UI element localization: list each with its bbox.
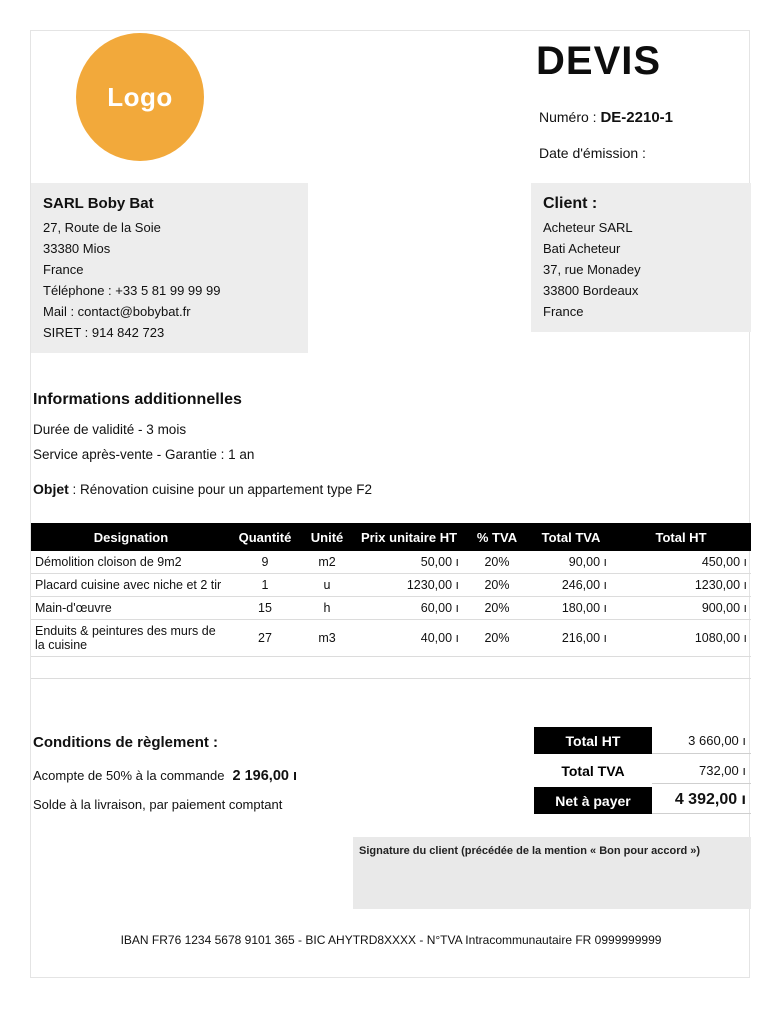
table-row (31, 620, 751, 657)
quote-number-row (539, 109, 673, 126)
cell-total-tva: 246,00 ı (531, 574, 611, 597)
signature-box (353, 837, 751, 909)
client-line: Bati Acheteur (543, 241, 621, 256)
cell-quantite: 27 (231, 620, 299, 657)
company-mail-line: Mail : contact@bobybat.fr (43, 304, 191, 319)
total-ht-label: Total HT (534, 727, 652, 754)
client-address-block (531, 183, 751, 332)
net-a-payer-label: Net à payer (534, 787, 652, 814)
empty-cell (355, 657, 463, 679)
acompte-line (33, 768, 297, 784)
cell-prix-unitaire: 50,00 ı (355, 551, 463, 574)
net-a-payer-value: 4 392,00 ı (652, 787, 751, 814)
empty-cell (531, 657, 611, 679)
cell-unite: m2 (299, 551, 355, 574)
empty-cell (299, 657, 355, 679)
objet-separator: : (68, 482, 81, 497)
cell-prix-unitaire: 60,00 ı (355, 597, 463, 620)
signature-note: Signature du client (précédée de la mention « Bon pour accord ») (359, 845, 701, 857)
table-row (31, 574, 751, 597)
empty-cell (31, 657, 231, 679)
cell-total-tva: 180,00 ı (531, 597, 611, 620)
issue-date-row (539, 145, 646, 161)
total-ht-value: 3 660,00 ı (652, 727, 751, 754)
header-unite: Unité (299, 523, 355, 551)
totals-box (534, 727, 751, 814)
logo-text: Logo (107, 81, 173, 112)
client-line: 37, rue Monadey (543, 262, 641, 277)
client-line: 33800 Bordeaux (543, 283, 639, 298)
objet-label: Objet (33, 481, 69, 497)
cell-unite: m3 (299, 620, 355, 657)
header-prix-unitaire: Prix unitaire HT (355, 523, 463, 551)
items-table (31, 523, 751, 679)
company-address-line: 33380 Mios (43, 241, 111, 256)
cell-total-ht: 1080,00 ı (611, 620, 751, 657)
cell-prix-unitaire: 40,00 ı (355, 620, 463, 657)
cell-designation: Placard cuisine avec niche et 2 tir (31, 574, 231, 597)
document-page (30, 30, 750, 978)
cell-pct-tva: 20% (463, 620, 531, 657)
cell-pct-tva: 20% (463, 551, 531, 574)
empty-cell (611, 657, 751, 679)
footer-iban: IBAN FR76 1234 5678 9101 365 - BIC AHYTRD8XXXX - N°TVA Intracommunautaire FR 0999999999 (120, 933, 662, 947)
cell-total-ht: 900,00 ı (611, 597, 751, 620)
additional-info-title: Informations additionnelles (33, 391, 242, 408)
company-logo (76, 33, 204, 161)
acompte-amount: 2 196,00 ı (232, 768, 297, 784)
cell-designation: Démolition cloison de 9m2 (31, 551, 231, 574)
cell-designation: Main-d'œuvre (31, 597, 231, 620)
cell-pct-tva: 20% (463, 574, 531, 597)
total-tva-row (534, 757, 751, 784)
client-line: Acheteur SARL (543, 220, 633, 235)
empty-cell (231, 657, 299, 679)
cell-prix-unitaire: 1230,00 ı (355, 574, 463, 597)
empty-cell (463, 657, 531, 679)
cell-pct-tva: 20% (463, 597, 531, 620)
company-phone-line: Téléphone : +33 5 81 99 99 99 (43, 283, 221, 298)
company-siret-line: SIRET : 914 842 723 (43, 325, 165, 340)
company-address-line: 27, Route de la Soie (43, 220, 161, 235)
net-a-payer-row (534, 787, 751, 814)
header-quantite: Quantité (231, 523, 299, 551)
total-tva-value: 732,00 ı (652, 757, 751, 784)
quote-number-value: DE-2210-1 (600, 109, 674, 126)
cell-unite: h (299, 597, 355, 620)
cell-quantite: 9 (231, 551, 299, 574)
acompte-text: Acompte de 50% à la commande (33, 768, 225, 783)
cell-total-ht: 450,00 ı (611, 551, 751, 574)
issue-date-label: Date d'émission : (539, 145, 646, 161)
header-pct-tva: % TVA (463, 523, 531, 551)
table-row (31, 551, 751, 574)
cell-total-tva: 216,00 ı (531, 620, 611, 657)
additional-info-line: Durée de validité - 3 mois (33, 422, 187, 437)
header-total-ht: Total HT (611, 523, 751, 551)
company-address-line: France (43, 262, 84, 277)
cell-total-tva: 90,00 ı (531, 551, 611, 574)
items-table-header-row (31, 523, 751, 551)
quote-number-label: Numéro : (539, 109, 601, 125)
payment-conditions-section (33, 734, 297, 812)
cell-total-ht: 1230,00 ı (611, 574, 751, 597)
company-address-block (31, 183, 308, 353)
table-row (31, 597, 751, 620)
company-name: SARL Boby Bat (43, 195, 154, 212)
client-line: France (543, 304, 584, 319)
cell-quantite: 1 (231, 574, 299, 597)
objet-value: Rénovation cuisine pour un appartement type F2 (80, 482, 372, 497)
header-total-tva: Total TVA (531, 523, 611, 551)
table-row-empty (31, 657, 751, 679)
solde-line: Solde à la livraison, par paiement comptant (33, 797, 283, 812)
payment-conditions-title: Conditions de règlement : (33, 734, 219, 751)
total-tva-label: Total TVA (534, 757, 652, 784)
additional-info-line: Service après-vente - Garantie : 1 an (33, 447, 255, 462)
client-title: Client : (543, 195, 598, 212)
document-title: DEVIS (536, 39, 662, 83)
cell-quantite: 15 (231, 597, 299, 620)
total-ht-row (534, 727, 751, 754)
header-designation: Designation (31, 523, 231, 551)
cell-unite: u (299, 574, 355, 597)
objet-line (33, 481, 372, 497)
cell-designation: Enduits & peintures des murs de la cuisine (31, 620, 231, 657)
additional-info-section (33, 391, 254, 467)
